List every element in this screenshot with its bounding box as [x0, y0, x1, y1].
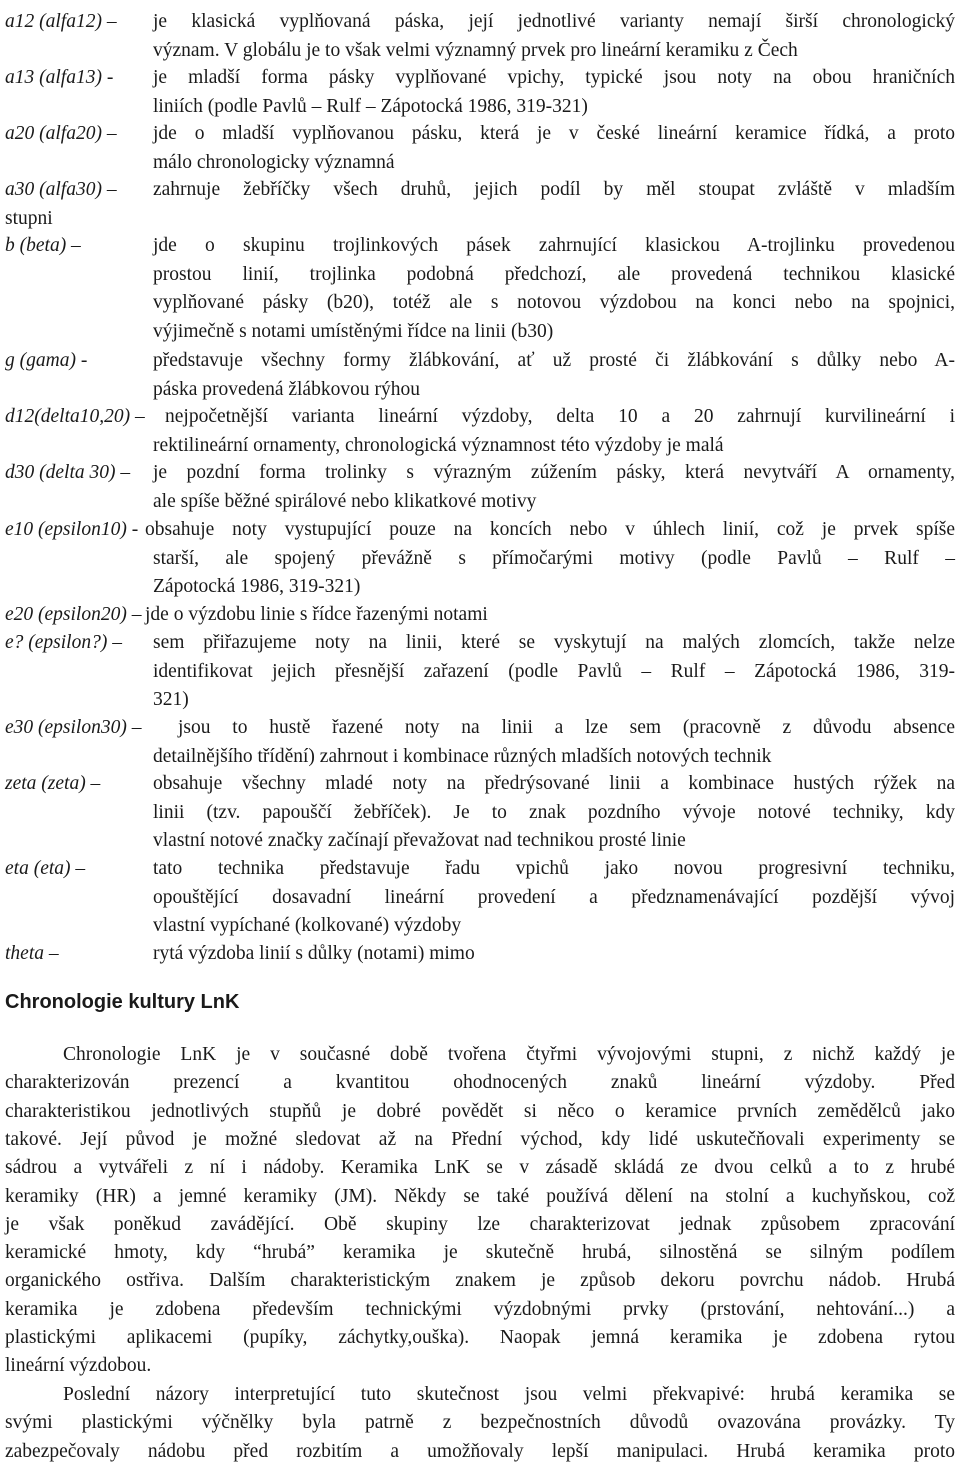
paragraph-line: je však poněkud zavádějící. Obě skupiny lze charakterizovat jednak způsobem zpracování [5, 1213, 955, 1235]
glossary-definition-line: liniích (podle Pavlů – Rulf – Zápotocká 1986, 319-321) [153, 95, 588, 117]
paragraph-line: takové. Její původ je možné sledovat až na Přední východ, kdy lidé uskutečňovali experimenty se [5, 1128, 955, 1150]
paragraph-line: Chronologie LnK je v současné době tvořena čtyřmi vývojovými stupni, z nichž každý je [63, 1044, 955, 1065]
glossary-term: b (beta) – [5, 235, 81, 256]
paragraph-line: organického ostřiva. Dalším charakteristickým znakem je způsob dekoru povrchu nádob. Hrubá [5, 1270, 955, 1292]
paragraph-line: plastickými aplikacemi (pupíky, záchytky,ouška). Naopak jemná keramika je zdobena rytou [5, 1327, 955, 1348]
glossary-definition-line: výjimečně s notami umístěnými řídce na linii (b30) [153, 320, 554, 342]
glossary-term: eta (eta) – [5, 858, 86, 879]
paragraph-line: Poslední názory interpretující tuto skutečnost jsou velmi překvapivé: hrubá keramika se [63, 1384, 955, 1405]
glossary-definition-line: rytá výzdoba linií s důlky (notami) mimo [153, 943, 475, 964]
glossary-definition-line: opouštějící dosavadní lineární provedení a předznamenávající pozdější vývoj [153, 886, 955, 908]
glossary-term: a13 (alfa13) - [5, 67, 114, 88]
glossary-definition-line: jde o skupinu trojlinkových pásek zahrnující klasickou A-trojlinku provedenou [153, 235, 955, 256]
glossary-definition-line: málo chronologicky významná [153, 151, 395, 173]
glossary-definition-line: ale spíše běžné spirálové nebo klikatkové motivy [153, 490, 537, 512]
glossary-definition-line: detailnějšího třídění) zahrnout i kombinace různých mladších notových technik [153, 745, 772, 767]
glossary-definition-line: nejpočetnější varianta lineární výzdoby, delta 10 a 20 zahrnují kurvilineární i [165, 406, 955, 427]
glossary-definition-line: 321) [153, 689, 189, 710]
glossary-term: a20 (alfa20) – [5, 123, 117, 144]
glossary-definition-line: je pozdní forma trolinky s výrazným zúžením pásky, která nevytváří A ornamenty, [153, 462, 955, 483]
glossary-definition-line: obsahuje noty vystupující pouze na koncích nebo v úhlech linií, což je prvek spíše [145, 519, 955, 540]
glossary-definition-line: jde o výzdobu linie s řídce řazenými notami [145, 604, 488, 625]
paragraph-line: charakteristikou jednotlivých stupňů je dobré povědět si něco o keramice prvních zemědělců jako [5, 1100, 955, 1122]
glossary-definition-line: představuje všechny formy žlábkování, ať už prosté či žlábkování s důlky nebo A- [153, 350, 955, 371]
paragraph-line: keramiky (HR) a jemné keramiky (JM). Někdy se také používá dělení na stolní a kuchyňskou, což [5, 1185, 955, 1207]
paragraph-line: keramické hmoty, kdy “hrubá” keramika je skutečně hrubá, silnostěná se silným podílem [5, 1242, 955, 1264]
glossary-definition-line: zahrnuje žebříčky všech druhů, jejich podíl by měl stoupat zvláště v mladším [153, 179, 955, 200]
glossary-definition-line: jde o mladší vyplňovanou pásku, která je v české lineární keramice řídká, a proto [153, 123, 955, 144]
glossary-term: theta – [5, 943, 59, 964]
glossary-definition-line: páska provedená žlábkovou rýhou [153, 378, 420, 400]
glossary-definition-line: vlastní vypíchané (kolkované) výzdoby [153, 915, 462, 936]
glossary-definition-line: stupni [5, 207, 53, 229]
paragraph-line: svými plastickými výčnělky byla patrně z bezpečnostních důvodů ovazována provázky. Ty [5, 1412, 955, 1434]
glossary-definition-line: obsahuje všechny mladé noty na předrýsované linii a kombinace hustých rýžek na [153, 773, 955, 794]
glossary-definition-line: Zápotocká 1986, 319-321) [153, 576, 361, 597]
glossary-definition-line: sem přiřazujeme noty na linii, které se vyskytují na malých zlomcích, takže nelze [153, 632, 955, 653]
glossary-term: d12(delta10,20) – [5, 406, 145, 427]
glossary-term: e20 (epsilon20) – [5, 604, 142, 625]
glossary-definition-line: identifikovat jejich přesnější zařazení (podle Pavlů – Rulf – Zápotocká 1986, 319- [153, 660, 955, 682]
glossary-definition-line: rektilineární ornamenty, chronologická významnost této výzdoby je malá [153, 434, 724, 456]
glossary-term: e10 (epsilon10) - [5, 519, 139, 540]
glossary-term: e? (epsilon?) – [5, 632, 122, 653]
glossary-term: d30 (delta 30) – [5, 462, 131, 483]
glossary-definition-line: linii (tzv. papouščí žebříček). Je to znak pozdního vývoje notové techniky, kdy [153, 801, 955, 823]
glossary-term: zeta (zeta) – [5, 773, 101, 794]
glossary-term: a30 (alfa30) – [5, 179, 117, 200]
glossary-definition-line: starší, ale spojený převážně s přímočarými motivy (podle Pavlů – Rulf – [153, 547, 955, 569]
glossary-definition-line: je mladší forma pásky vyplňované vpichy, typické jsou noty na obou hraničních [153, 67, 955, 88]
glossary-term: a12 (alfa12) – [5, 11, 117, 32]
glossary-term: e30 (epsilon30) – [5, 717, 142, 738]
paragraph-line: zabezpečovaly nádobu před rozbitím a umožňovaly lepší manipulaci. Hrubá keramika proto [5, 1440, 955, 1462]
paragraph-line: charakterizován prezencí a kvantitou ohodnocených znaků lineární výzdoby. Před [5, 1072, 955, 1094]
section-heading: Chronologie kultury LnK [5, 991, 240, 1013]
glossary-term: g (gama) - [5, 350, 88, 371]
glossary-definition-line: význam. V globálu je to však velmi významný prvek pro lineární keramiku z Čech [153, 39, 798, 61]
glossary-definition-line: vyplňované pásky (b20), totéž ale s notovou výzdobou na konci nebo na spojnici, [153, 292, 955, 313]
glossary-definition-line: vlastní notové značky začínají převažovat nad technikou prosté linie [153, 830, 686, 851]
glossary-definition-line: je klasická vyplňovaná páska, její jednotlivé varianty nemají širší chronologický [153, 11, 955, 32]
glossary-definition-line: prostou linií, trojlinka podobná předchozí, ale provedená technikou klasické [153, 263, 955, 285]
paragraph-line: lineární výzdobou. [5, 1355, 152, 1377]
glossary-definition-line: tato technika představuje řadu vpichů jako novou progresivní techniku, [153, 858, 955, 879]
glossary-definition-line: jsou to hustě řazené noty na linii a lze sem (pracovně z důvodu absence [178, 717, 955, 738]
paragraph-line: keramika je zdobena především technickými výzdobnými prvky (prstování, nehtování...) a [5, 1298, 955, 1320]
paragraph-line: sádrou a vytvářeli z ní i nádoby. Keramika LnK se v zásadě skládá ze dvou celků a to z hrubé [5, 1157, 955, 1179]
